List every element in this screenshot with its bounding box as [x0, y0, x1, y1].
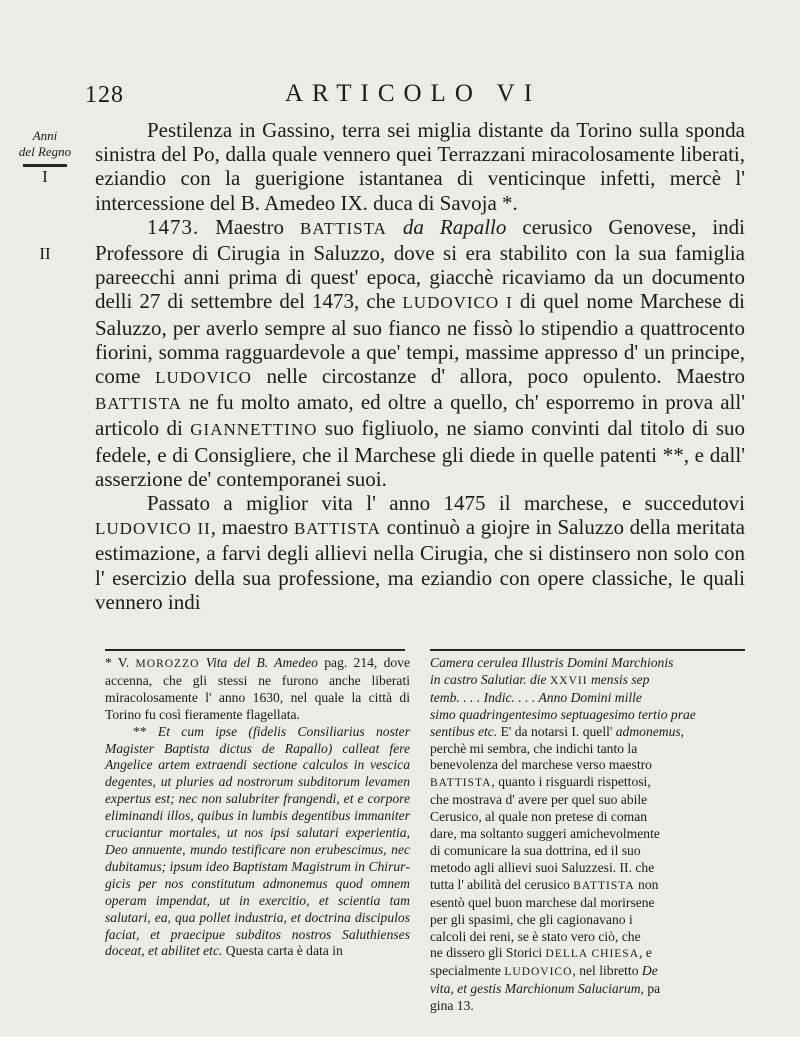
margin-note-regnal-years	[14, 128, 76, 185]
text-run: suo figliuolo, ne siamo convinti dal titolo di suo fedele, e di Consigliere, che il Marchese gli diede in quelle patenti **, e dall' asserzione de' contemporanei suoi.	[95, 416, 745, 491]
footnote-line: metodo agli allievi suoi Saluzzesi. II. che	[430, 859, 655, 875]
footnote-line: esentò quel buon marchese dal morirsene	[430, 894, 655, 910]
latin-text: vita, et gestis Marchionum Saluciarum,	[430, 981, 644, 997]
footnote-line: di comunicare la sua dottrina, ed il suo	[430, 842, 641, 858]
place-da-rapallo: da Rapallo	[402, 214, 507, 239]
footnote-1	[105, 655, 410, 724]
footnote-text: E' da notarsi I. quell'	[497, 723, 616, 739]
footnote-marker: **	[133, 723, 147, 739]
paragraph-gassino: Pestilenza in Gassino, terra sei miglia distante da Torino sulla sponda sinistra del Po, dalla quale vennero quei Terrazzani miracolosamente liberati, eziandio con la guerigione istantanea di venticinque infetti, mercè l' intercessione del B. Amedeo IX. duca di Savoja *.	[95, 118, 745, 215]
name-ludovico: LUDOVICO	[504, 966, 573, 979]
footnote-line: temb. . . . Indic. . . . Anno Domini mille	[430, 689, 642, 705]
paragraph-battista	[95, 215, 745, 491]
name-della-chiesa: DELLA CHIESA	[545, 948, 640, 961]
footnote-2	[105, 724, 410, 961]
footnote-text: ne dissero gli Storici	[430, 945, 546, 961]
footnote-line: Camera cerulea Illustris Domini Marchionis	[430, 655, 674, 670]
text-run: Passato a miglior vita l' anno 1475 il marchese, e succedutovi	[147, 491, 745, 516]
name-ludovico-i: LUDOVICO I	[402, 293, 513, 313]
footnote-text: pa	[643, 981, 661, 997]
footnote-line	[430, 672, 745, 690]
latin-text: mensis sep	[587, 671, 650, 687]
footnote-line: perchè mi sembra, che indichi tanto la	[430, 740, 638, 756]
footnote-text: tutta l' abilità del cerusico	[430, 876, 574, 892]
footnote-text: , quanto i risguardi rispettosi,	[491, 774, 651, 790]
name-battista: BATTISTA	[95, 394, 182, 414]
name-giannettino: GIANNETTINO	[190, 420, 318, 440]
name-battista: BATTISTA	[573, 879, 635, 892]
footnote-line	[430, 963, 745, 981]
footnote-marker: * V.	[105, 655, 130, 670]
footnote-line	[430, 774, 745, 792]
year-1473: 1473.	[147, 214, 200, 239]
footnote-text: specialmente	[430, 963, 505, 979]
text-run: di quel nome Marchese di Saluzzo, per averlo sempre al suo fianco ne fissò lo stipendio a quattrocento fiorini, somma ragguardevole a que' tempi, massime appresso d' un principe, come	[95, 289, 746, 389]
footnote-line: che mostrava d' avere per quel suo abile	[430, 792, 648, 808]
footnote-line: dare, ma soltanto suggeri amichevolmente	[430, 826, 660, 842]
text-run: cerusico Genovese, indi Professore di Cirugia in Saluzzo, dove si era stabilito con la sua famiglia pareecchi anni prima di quest' epoca, giacchè ricaviamo da un documento delli 27 di settembre del 1473, che	[95, 214, 746, 314]
latin-text: De	[641, 963, 658, 979]
footnote-text: Questa carta è data in	[222, 943, 343, 959]
footnote-text: , nel libretto	[572, 963, 642, 979]
footnote-line: simo quadringentesimo septuagesimo tertio prae	[430, 706, 696, 722]
book-title: Vita del B. Amedeo	[205, 655, 318, 670]
text-run: Maestro	[199, 214, 301, 239]
footnotes-left-column	[105, 655, 410, 960]
name-battista: BATTISTA	[300, 218, 387, 238]
page-header	[85, 80, 745, 114]
main-text	[95, 118, 745, 614]
text-run: nelle circostanze d' allora, poco opulento. Maestro	[251, 364, 745, 389]
footnote-line: per gli spasimi, che gli cagionavano i	[430, 911, 633, 927]
roman-numeral: XXVII	[549, 674, 588, 687]
footnotes-right-column	[430, 655, 745, 1015]
name-battista: BATTISTA	[293, 519, 381, 539]
text-run	[387, 215, 403, 239]
footnote-line: calcoli dei reni, se è stato vero ciò, che	[430, 928, 641, 944]
author-morozzo: MOROZZO	[135, 658, 200, 670]
page-number: 128	[85, 82, 124, 108]
footnote-text: pag. 214, dove accenna, che gli stessi ne furono anche liberati miracolosamente l' anno 1630, nel quale la città di Torino fu così fieramente flagellata.	[105, 655, 410, 722]
footnote-rule-left	[105, 649, 405, 651]
latin-text: sentibus etc.	[430, 723, 498, 739]
footnote-text: non	[634, 876, 659, 892]
footnote-line: benevolenza del marchese verso maestro	[430, 757, 652, 773]
footnote-line	[430, 945, 745, 963]
paragraph-passato	[95, 491, 745, 614]
latin-quotation: Et cum ipse (fidelis Consiliarius noster Magister Baptista dictus de Rapallo) calleat fere Angelice artem extraendi sectione calculos in vescica degentes, ut pluries ad nostrorum subditorum levamen expertus est; nec non salubriter frangendi, et e corpore eliminandi illos, quibus in lumbis degentibus immaniter cruciantur mortales, ut nos ipsi salutari experientia, Deo annuente, mundo testificare non erubescimus, nec dubitamus; ipsum ideo Baptistam Magistrum in Chirurgicis per nos constitutum admonemus quod omnem operam impendat, ut in exercitio, et scientia tam salutari, ea, qua pollet industria, et doctrina discipulos faciat, et praecipue subditos nostros Saluthienses doceat, et abilitet etc.	[105, 723, 410, 959]
margin-anni-label: Anni	[32, 128, 58, 143]
name-battista: BATTISTA	[430, 777, 492, 790]
latin-text: admonemus,	[615, 723, 685, 739]
footnote-text: , e	[639, 945, 652, 961]
footnote-line	[430, 724, 745, 741]
name-ludovico-ii: LUDOVICO II	[95, 519, 211, 539]
text-run: , maestro	[210, 515, 294, 540]
footnote-rule-right	[430, 649, 745, 651]
footnote-line	[430, 877, 745, 895]
footnote-line	[430, 981, 745, 998]
latin-text: in castro Salutiar. die	[430, 671, 550, 687]
footnote-line: Cerusico, al quale non pretese di coman	[430, 809, 648, 825]
footnote-separator	[105, 647, 745, 653]
running-head: ARTICOLO VI	[285, 80, 542, 107]
text-run: continuò a giojre in Saluzzo della meritata estimazione, a farvi degli allievi nella Cirugia, che si distinsero non solo con l' esercizio della sua professione, ma eziandio con opere classiche, le quali vennero indi	[95, 515, 745, 614]
name-ludovico: LUDOVICO	[155, 368, 252, 388]
text-run: ne fu molto amato, ed oltre a quello, ch' esporremo in prova all' articolo di	[95, 390, 745, 441]
margin-year-i: I	[42, 167, 48, 186]
margin-regno-label: del Regno	[18, 144, 72, 159]
margin-year-ii: II	[39, 244, 51, 263]
footnote-line: gina 13.	[430, 998, 474, 1014]
